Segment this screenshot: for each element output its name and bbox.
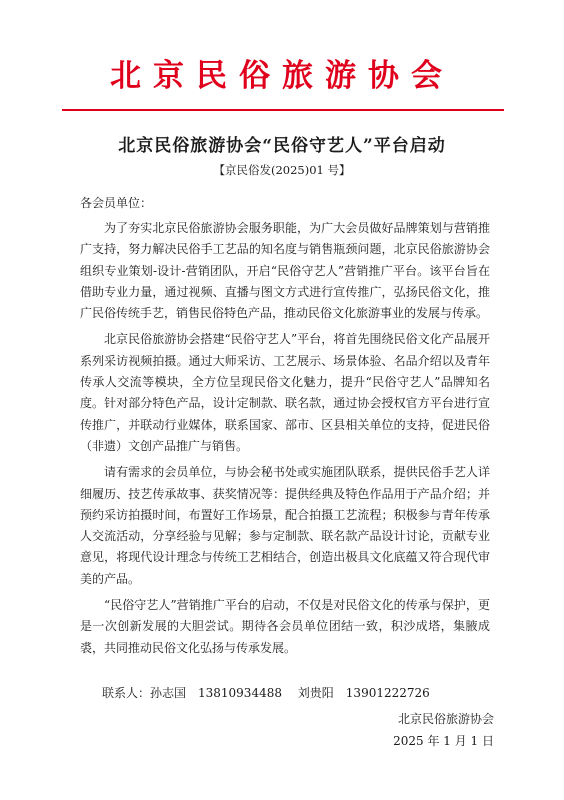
paragraph: “民俗守艺人”营销推广平台的启动，不仅是对民俗文化的传承与保护，更是一次创新发展的大胆尝试。期待各会员单位团结一致，积沙成塔，集腋成裘，共同推动民俗文化弘扬与传承发展。 <box>80 598 490 655</box>
sign-date: 2025 年 1 月 1 日 <box>393 734 494 748</box>
document-title: 北京民俗旅游协会“民俗守艺人”平台启动 <box>118 136 446 156</box>
salutation: 各会员单位： <box>80 196 153 210</box>
paragraph: 请有需求的会员单位，与协会秘书处或实施团队联系，提供民俗手艺人详细履历、技艺传承故事、获奖情况等：提供经典及特色作品用于产品介绍；并预约采访拍摄时间，布置好工作场景，配合拍摄工艺流程；积极参与青年传承人交流活动，分享经验与见解；参与定制款、联名款产品设计讨论，贡献专业意见，将现代设计理念与传统工艺相结合，创造出极具文化底蕴又符合现代审美的产品。 <box>80 465 490 586</box>
signer: 北京民俗旅游协会 <box>397 712 494 726</box>
document-number: 【京民俗发(2025)01 号】 <box>213 163 351 177</box>
letterhead-divider <box>62 109 504 111</box>
paragraph: 北京民俗旅游协会搭建“民俗守艺人”平台，将首先围绕民俗文化产品展开系列采访视频拍摄。通过大师采访、工艺展示、场景体验、名品介绍以及青年传承人交流等模块，全方位呈现民俗文化魅力，提升“民俗守艺人”品牌知名度。针对部分特色产品，设计定制款、联名款，通过协会授权官方平台进行宣传推广，并联动行业媒体，联系国家、部市、区县相关单位的支持，促进民俗（非遗）文创产品推广与销售。 <box>80 332 490 453</box>
document-body <box>80 218 490 664</box>
letterhead-title: 北京民俗旅游协会 <box>110 58 454 94</box>
contact-line: 联系人：孙志国 13810934488 刘贵阳 13901222726 <box>102 686 430 700</box>
paragraph: 为了夯实北京民俗旅游协会服务职能，为广大会员做好品牌策划与营销推广支持，努力解决民俗手工艺品的知名度与销售瓶颈问题，北京民俗旅游协会组织专业策划-设计-营销团队，开启“民俗守艺人”营销推广平台。该平台旨在借助专业力量，通过视频、直播与图文方式进行宣传推广，弘扬民俗文化，推广民俗传统手艺，销售民俗特色产品，推动民俗文化旅游事业的发展与传承。 <box>80 221 490 321</box>
